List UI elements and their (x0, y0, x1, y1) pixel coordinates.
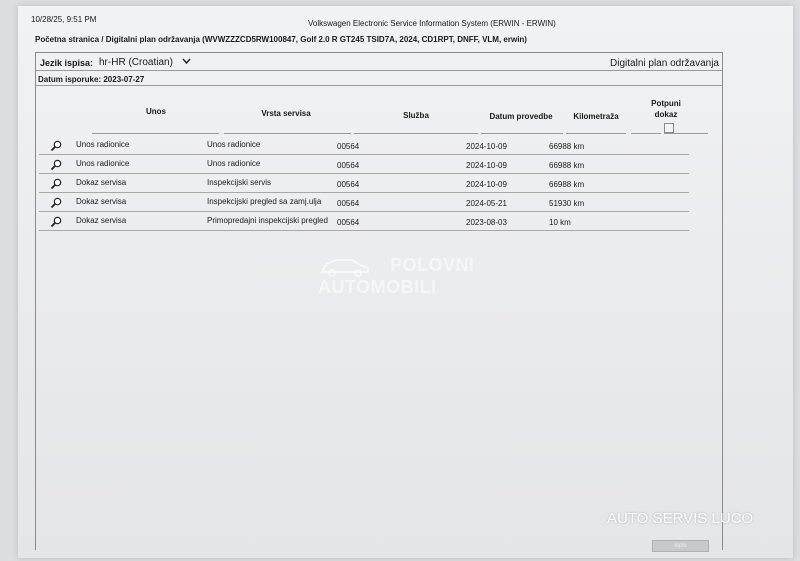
delivery-date: Datum isporuke: 2023-07-27 (38, 75, 145, 84)
table-row[interactable] (39, 154, 689, 174)
column-header-kilometraza: Kilometraža (573, 112, 619, 121)
cell-datum: 2023-08-03 (466, 218, 507, 227)
header-underline (224, 133, 351, 134)
overlay-caption: AUTO SERVIS LUCO (607, 510, 754, 527)
cell-datum: 2024-05-21 (466, 199, 507, 208)
cell-sluzba: 00564 (337, 218, 360, 227)
cell-kilometraza: 66988 km (549, 142, 585, 151)
cell-vrsta-servisa: Unos radionice (207, 159, 261, 168)
cell-unos: Unos radionice (76, 140, 130, 149)
watermark-line-2: AUTOMOBILI (318, 277, 437, 297)
cell-sluzba: 00564 (337, 180, 360, 189)
header-underline (481, 133, 563, 134)
divider (36, 85, 722, 86)
header-underline (664, 133, 708, 134)
cell-unos: Dokaz servisa (76, 216, 127, 225)
cell-kilometraza: 51930 km (549, 199, 585, 208)
chevron-down-icon[interactable] (182, 57, 191, 67)
cell-kilometraza: 10 km (549, 218, 571, 227)
panel-toolbar (36, 53, 722, 71)
table-row[interactable] (39, 173, 689, 193)
cell-datum: 2024-10-09 (466, 161, 507, 170)
magnifier-icon[interactable] (50, 177, 62, 189)
cell-unos: Dokaz servisa (76, 197, 127, 206)
column-header-unos: Unos (146, 107, 166, 116)
select-all-checkbox[interactable] (664, 123, 674, 133)
cell-vrsta-servisa: Primopredajni inspekcijski pregled (207, 216, 328, 225)
cell-datum: 2024-10-09 (466, 180, 507, 189)
column-header-datum-provedbe: Datum provedbe (489, 112, 553, 121)
cell-vrsta-servisa: Unos radionice (207, 140, 261, 149)
magnifier-icon[interactable] (50, 215, 62, 227)
breadcrumb[interactable]: Početna stranica / Digitalni plan održavanja (WVWZZZCD5RW100847, Golf 2.0 R GT245 TSID7A, 2024, CD1RPT, DNFF, VLM, erwin) (35, 35, 527, 44)
magnifier-icon[interactable] (50, 139, 62, 151)
language-label: Jezik ispisa: (40, 58, 94, 68)
cell-sluzba: 00564 (337, 161, 360, 170)
header-underline (354, 133, 478, 134)
header-underline (566, 133, 626, 134)
header-underline (92, 133, 219, 134)
print-title: Volkswagen Electronic Service Information System (ERWIN - ERWIN) (308, 19, 556, 28)
column-header-dokaz: dokaz (654, 110, 678, 119)
language-select[interactable]: hr-HR (Croatian) (99, 57, 173, 68)
column-header-potpuni: Potpuni (651, 99, 681, 108)
print-button[interactable]: Ispis (652, 540, 709, 552)
print-date: 10/28/25, 9:51 PM (31, 15, 97, 24)
magnifier-icon[interactable] (50, 196, 62, 208)
cell-vrsta-servisa: Inspekcijski servis (207, 178, 272, 187)
cell-unos: Unos radionice (76, 159, 130, 168)
watermark-line-1: POLOVNI (390, 255, 475, 275)
header-underline (631, 133, 661, 134)
column-header-vrsta-servisa: Vrsta servisa (261, 109, 311, 118)
magnifier-icon[interactable] (50, 158, 62, 170)
cell-datum: 2024-10-09 (466, 142, 507, 151)
table-row[interactable] (39, 192, 689, 212)
watermark (318, 254, 475, 298)
maintenance-plan-panel (35, 52, 723, 550)
cell-kilometraza: 66988 km (549, 180, 585, 189)
cell-sluzba: 00564 (337, 142, 360, 151)
cell-sluzba: 00564 (337, 199, 360, 208)
table-row[interactable] (39, 135, 689, 155)
page-title: Digitalni plan održavanja (610, 58, 719, 69)
column-header-sluzba: Služba (403, 111, 429, 120)
cell-unos: Dokaz servisa (76, 178, 127, 187)
table-row[interactable] (39, 211, 689, 231)
cell-vrsta-servisa: Inspekcijski pregled sa zamj.ulja (207, 197, 322, 206)
cell-kilometraza: 66988 km (549, 161, 585, 170)
